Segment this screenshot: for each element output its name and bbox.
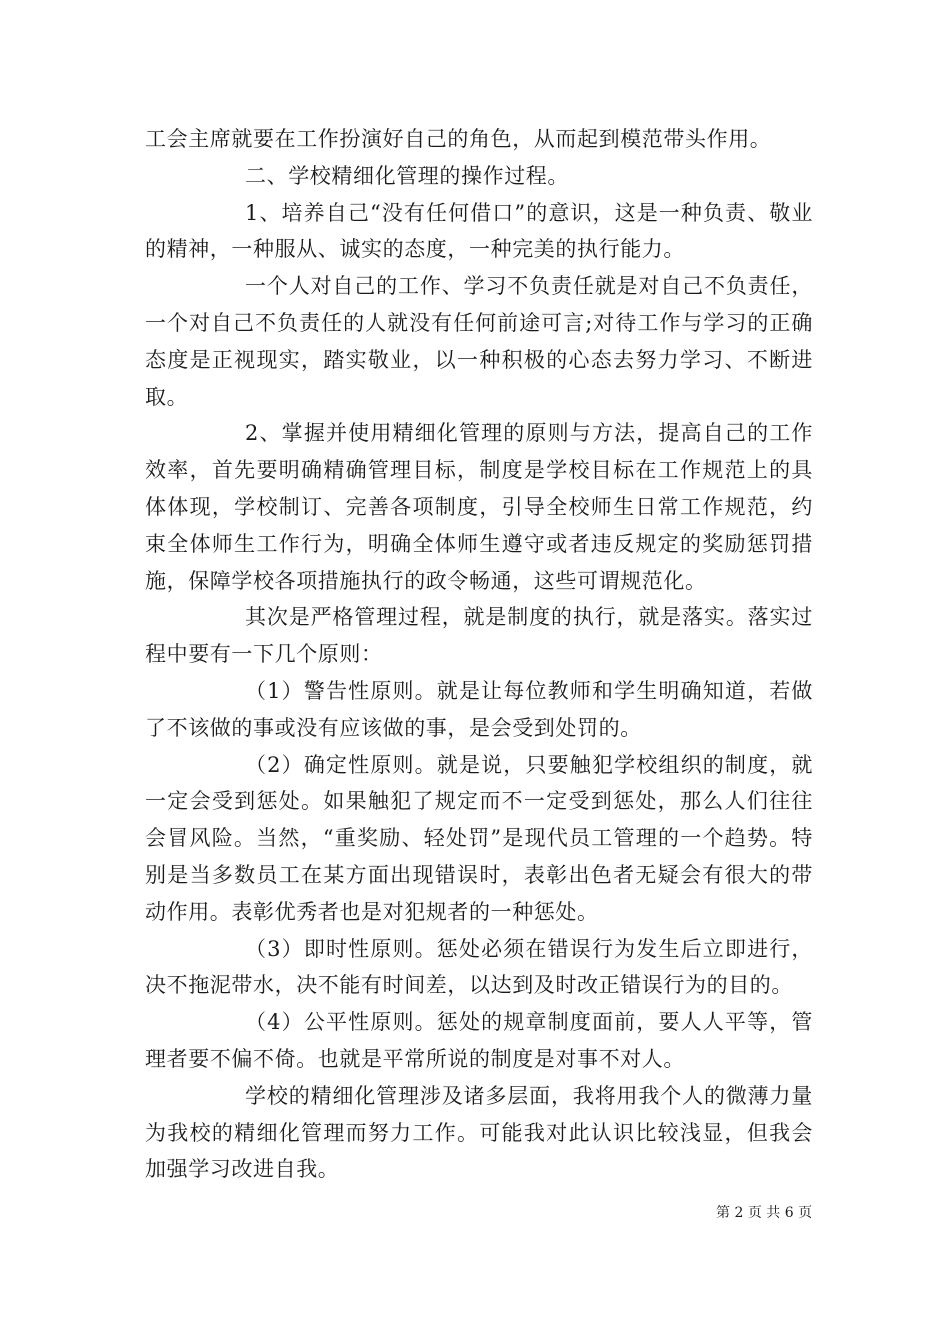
paragraph-process: 其次是严格管理过程，就是制度的执行，就是落实。落实过程中要有一下几个原则： <box>145 605 813 667</box>
paragraph-point-1: 1、培养自己“没有任何借口”的意识，这是一种负责、敬业的精神，一种服从、诚实的态度，一种完美的执行能力。 <box>145 200 813 262</box>
section-heading: 二、学校精细化管理的操作过程。 <box>245 163 569 188</box>
footer-suffix: 页 <box>798 1205 813 1221</box>
footer-middle: 页 共 <box>747 1205 781 1221</box>
paragraph-point-2: 2、掌握并使用精细化管理的原则与方法，提高自己的工作效率，首先要明确精确管理目标，制度是学校目标在工作规范上的具体体现，学校制订、完善各项制度，引导全校师生日常工作规范，约束全体师生工作行为，明确全体师生遵守或者违反规定的奖励惩罚措施，保障学校各项措施执行的政令畅通，这些可谓规范化。 <box>145 421 813 593</box>
paragraph-principle-2: （2）确定性原则。就是说，只要触犯学校组织的制度，就一定会受到惩处。如果触犯了规定而不一定受到惩处，那么人们往往会冒风险。当然，“重奖励、轻处罚”是现代员工管理的一个趋势。特别是当多数员工在某方面出现错误时，表彰出色者无疑会有很大的带动作用。表彰优秀者也是对犯规者的一种惩处。 <box>145 752 813 924</box>
footer-total-pages: 6 <box>784 1205 794 1221</box>
paragraph-principle-3: （3）即时性原则。惩处必须在错误行为发生后立即进行，决不拖泥带水，决不能有时间差，以达到及时改正错误行为的目的。 <box>145 936 813 998</box>
paragraph-responsibility: 一个人对自己的工作、学习不负责任就是对自己不负责任，一个对自己不负责任的人就没有任何前途可言;对待工作与学习的正确态度是正视现实，踏实敬业，以一种积极的心态去努力学习、不断进取。 <box>145 274 813 409</box>
paragraph-conclusion: 学校的精细化管理涉及诸多层面，我将用我个人的微薄力量为我校的精细化管理而努力工作。可能我对此认识比较浅显，但我会加强学习改进自我。 <box>145 1083 813 1182</box>
paragraph-principle-1: （1）警告性原则。就是让每位教师和学生明确知道，若做了不该做的事或没有应该做的事，是会受到处罚的。 <box>145 678 813 740</box>
page-number-footer <box>716 1204 812 1222</box>
paragraph-intro: 工会主席就要在工作扮演好自己的角色，从而起到模范带头作用。 <box>145 127 772 151</box>
document-body <box>145 121 813 1188</box>
footer-page-number: 2 <box>734 1205 744 1221</box>
paragraph-principle-4: （4）公平性原则。惩处的规章制度面前，要人人平等，管理者要不偏不倚。也就是平常所说的制度是对事不对人。 <box>145 1010 813 1071</box>
footer-prefix: 第 <box>716 1205 730 1221</box>
